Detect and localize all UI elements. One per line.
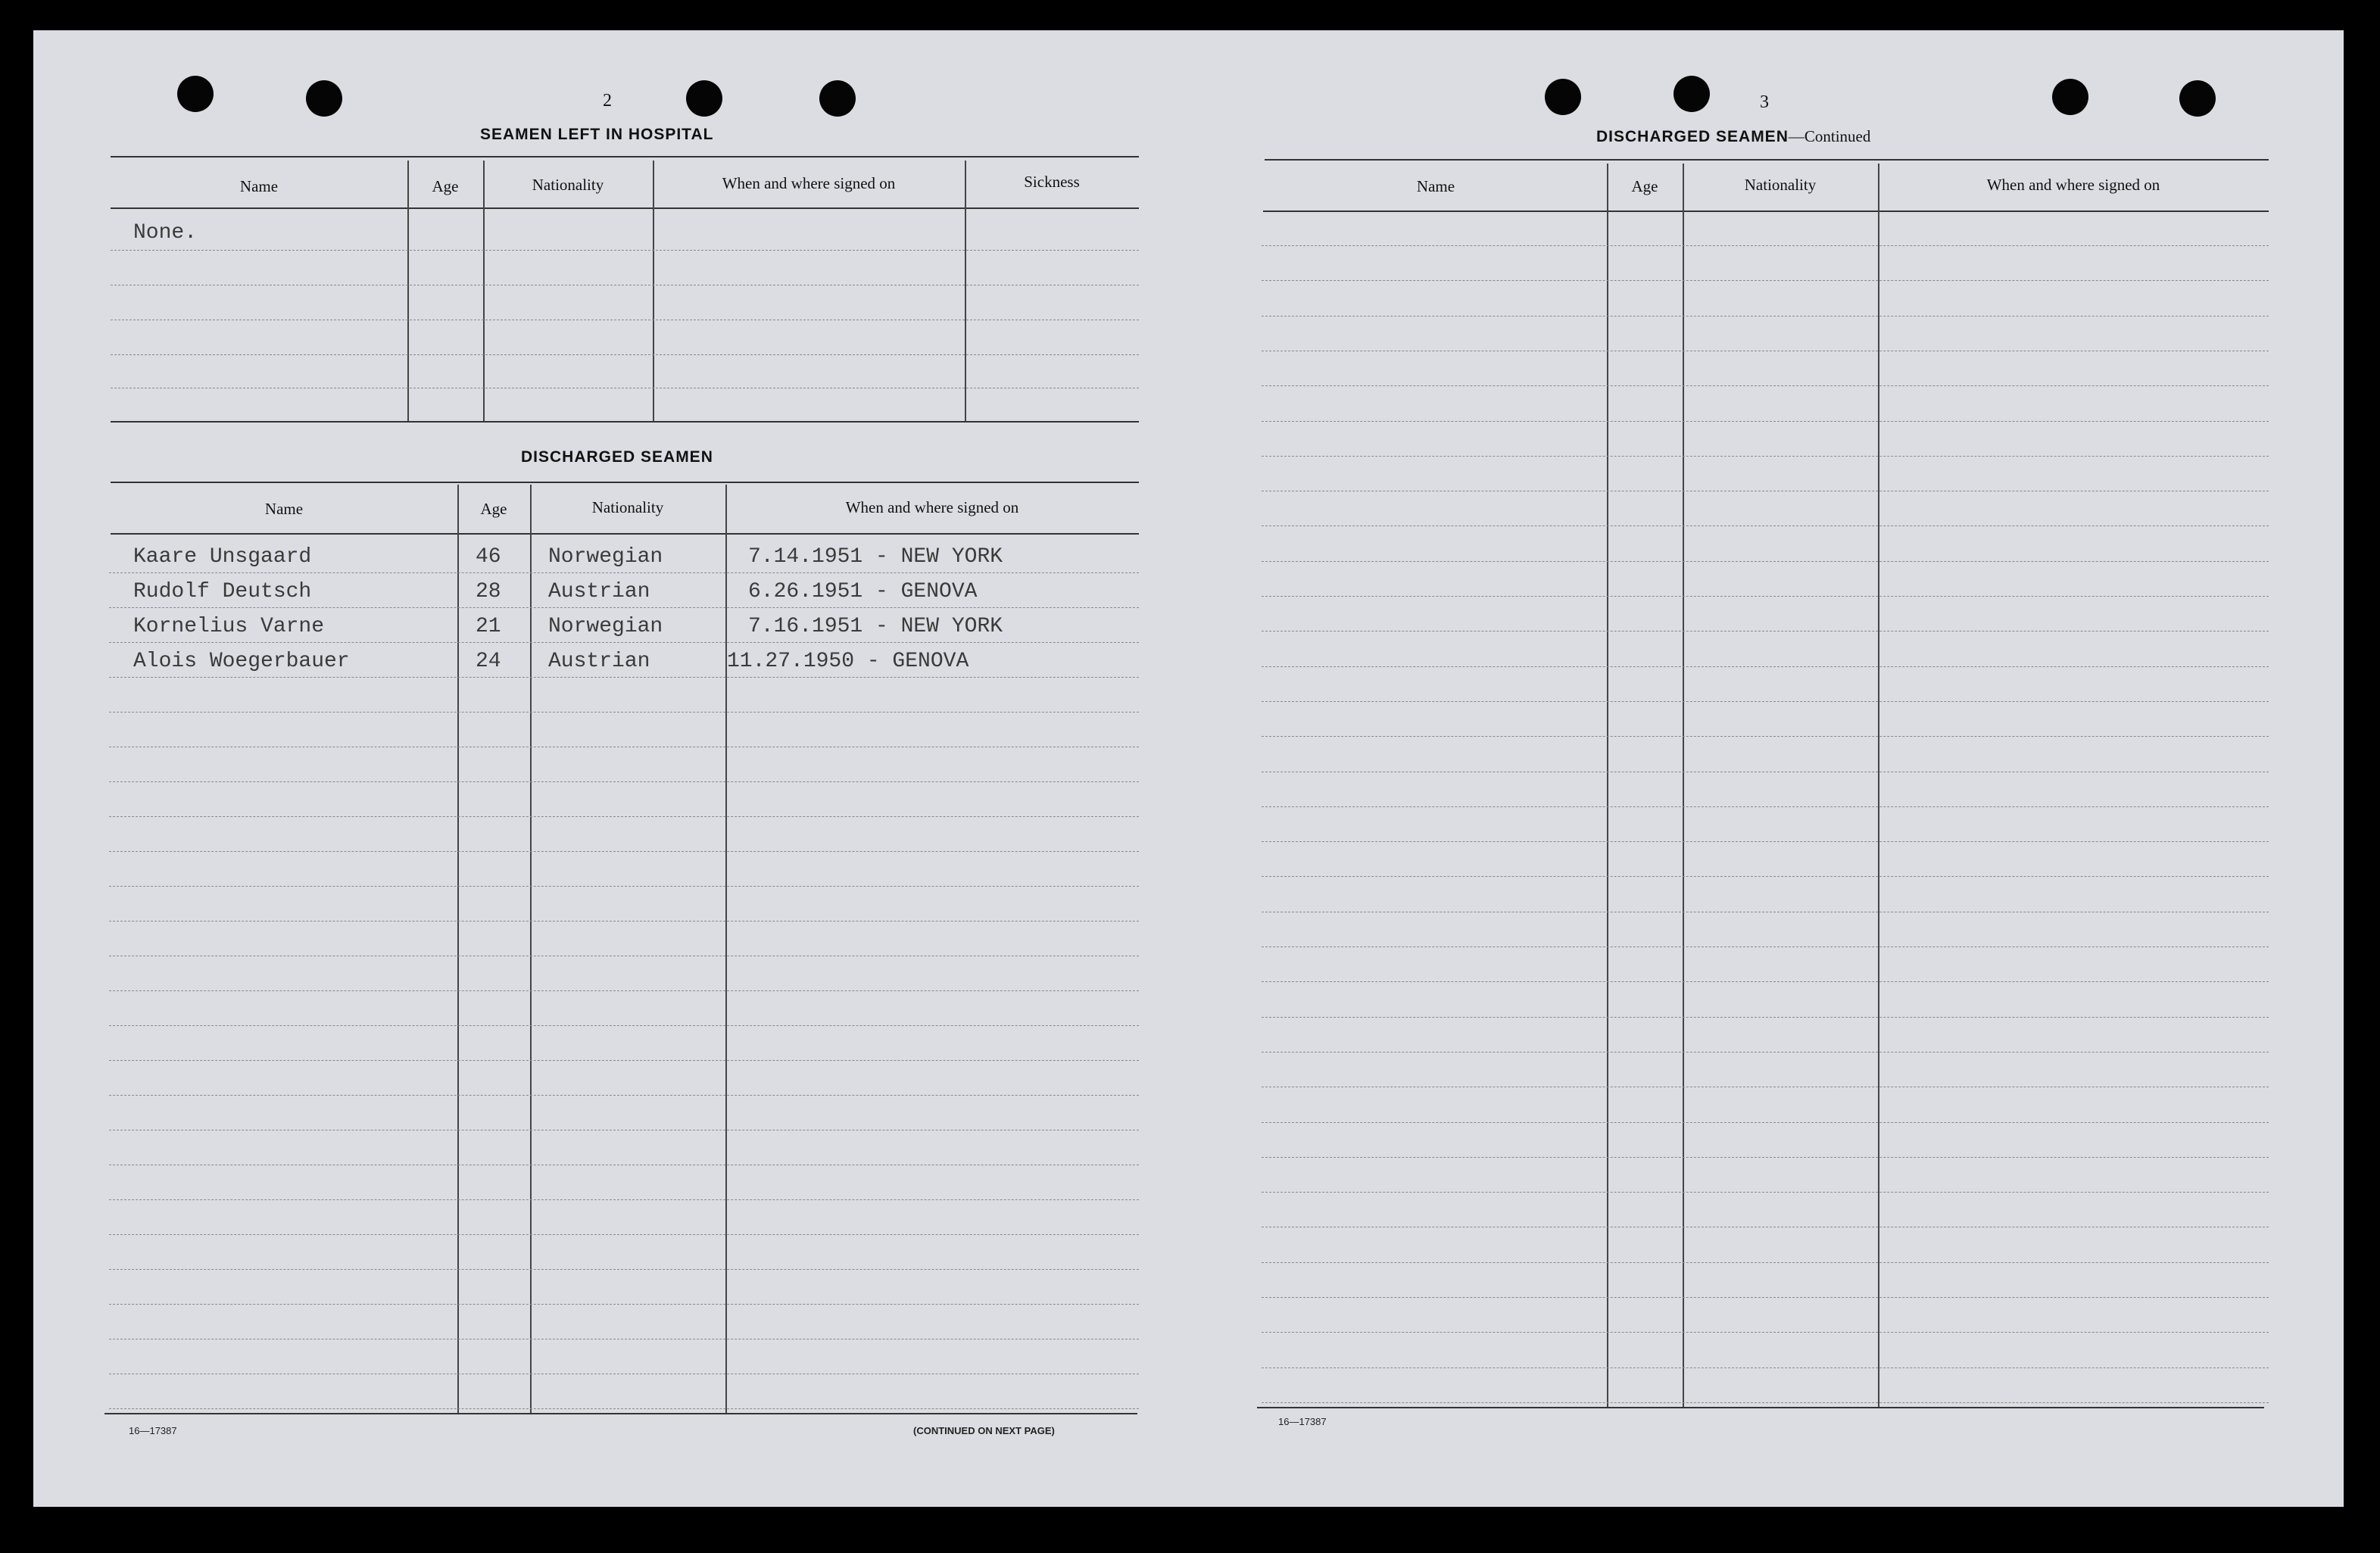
ruled-line bbox=[109, 1269, 1139, 1270]
right-table-bottom-rule bbox=[1257, 1407, 2264, 1408]
ruled-line bbox=[1262, 841, 2269, 842]
discharged-header-nationality: Nationality bbox=[591, 498, 664, 516]
page-number-left: 2 bbox=[603, 91, 612, 111]
ruled-line bbox=[1262, 806, 2269, 807]
ruled-line bbox=[109, 1095, 1139, 1096]
seaman-nationality: Norwegian bbox=[548, 545, 663, 569]
ruled-line bbox=[109, 990, 1139, 991]
punch-hole bbox=[1545, 79, 1581, 115]
seaman-name: Alois Woegerbauer bbox=[133, 650, 350, 673]
right-header-name: Name bbox=[1416, 177, 1455, 195]
ruled-line bbox=[109, 816, 1139, 817]
ruled-line bbox=[109, 1199, 1139, 1200]
right-table-header-rule bbox=[1263, 210, 2269, 212]
hospital-entry: None. bbox=[133, 221, 198, 245]
form-number-right: 16—17387 bbox=[1278, 1416, 1327, 1427]
ruled-line bbox=[1262, 1192, 2269, 1193]
discharged-table-bottom-rule bbox=[104, 1413, 1137, 1414]
hospital-table-top-rule bbox=[111, 156, 1139, 157]
ruled-line bbox=[1262, 1402, 2269, 1403]
seaman-name: Kaare Unsgaard bbox=[133, 545, 312, 569]
seaman-nationality: Austrian bbox=[548, 580, 650, 603]
hospital-table-header-rule bbox=[111, 207, 1139, 209]
discharged-header-age: Age bbox=[480, 500, 507, 518]
document-sheet bbox=[33, 30, 2344, 1507]
right-table-top-rule bbox=[1265, 159, 2269, 161]
punch-hole bbox=[2052, 79, 2088, 115]
ruled-line bbox=[1262, 1017, 2269, 1018]
punch-hole bbox=[306, 80, 342, 117]
punch-hole bbox=[177, 76, 214, 112]
seaman-signed-on: 11.27.1950 - GENOVA bbox=[727, 650, 969, 673]
seaman-age: 28 bbox=[476, 580, 501, 603]
form-number-left: 16—17387 bbox=[129, 1425, 177, 1436]
discharged-col-divider bbox=[457, 485, 459, 1413]
ruled-line bbox=[1262, 561, 2269, 562]
hospital-col-divider bbox=[483, 161, 485, 421]
table-row bbox=[133, 545, 311, 569]
seaman-nationality: Norwegian bbox=[548, 615, 663, 638]
ruled-line bbox=[109, 1060, 1139, 1061]
ruled-line bbox=[109, 607, 1139, 608]
ruled-line bbox=[1262, 1367, 2269, 1368]
ruled-line bbox=[109, 1025, 1139, 1026]
ruled-line bbox=[1262, 736, 2269, 737]
seaman-name: Rudolf Deutsch bbox=[133, 580, 312, 603]
hospital-header-sickness: Sickness bbox=[1024, 173, 1080, 191]
punch-hole bbox=[686, 80, 722, 117]
table-row bbox=[133, 650, 350, 673]
ruled-line bbox=[1262, 525, 2269, 526]
discharged-header-name: Name bbox=[264, 500, 304, 518]
ruled-line bbox=[1262, 981, 2269, 982]
ruled-line bbox=[1262, 1122, 2269, 1123]
ruled-line bbox=[109, 1304, 1139, 1305]
right-header-nationality: Nationality bbox=[1744, 176, 1817, 194]
continued-title-main: DISCHARGED SEAMEN bbox=[1596, 128, 1789, 145]
hospital-row-line bbox=[111, 354, 1139, 355]
ruled-line bbox=[109, 1234, 1139, 1235]
ruled-line bbox=[1262, 421, 2269, 422]
seaman-age: 46 bbox=[476, 545, 501, 569]
ruled-line bbox=[1262, 456, 2269, 457]
ruled-line bbox=[109, 642, 1139, 643]
seaman-signed-on: 7.14.1951 - NEW YORK bbox=[748, 545, 1003, 569]
hospital-header-age: Age bbox=[432, 177, 459, 195]
ruled-line bbox=[1262, 946, 2269, 947]
seaman-nationality: Austrian bbox=[548, 650, 650, 673]
hospital-col-divider bbox=[653, 161, 654, 421]
hospital-table-bottom-rule bbox=[111, 421, 1139, 423]
ruled-line bbox=[1262, 1262, 2269, 1263]
ruled-line bbox=[1262, 1157, 2269, 1158]
ruled-line bbox=[109, 1408, 1139, 1409]
hospital-section-title: SEAMEN LEFT IN HOSPITAL bbox=[480, 126, 714, 143]
ruled-line bbox=[1262, 876, 2269, 877]
seaman-age: 21 bbox=[476, 615, 501, 638]
ruled-line bbox=[109, 886, 1139, 887]
discharged-header-signed-on: When and where signed on bbox=[845, 498, 1019, 516]
ruled-line bbox=[1262, 596, 2269, 597]
ruled-line bbox=[1262, 245, 2269, 246]
hospital-row-line bbox=[111, 250, 1139, 251]
ruled-line bbox=[109, 921, 1139, 922]
hospital-header-nationality: Nationality bbox=[532, 176, 604, 194]
discharged-col-divider bbox=[725, 485, 727, 1413]
ruled-line bbox=[1262, 701, 2269, 702]
ruled-line bbox=[109, 712, 1139, 713]
ruled-line bbox=[109, 572, 1139, 573]
seaman-age: 24 bbox=[476, 650, 501, 673]
ruled-line bbox=[1262, 385, 2269, 386]
ruled-line bbox=[109, 781, 1139, 782]
right-header-age: Age bbox=[1631, 177, 1658, 195]
punch-hole bbox=[819, 80, 856, 117]
ruled-line bbox=[1262, 1297, 2269, 1298]
hospital-header-name: Name bbox=[239, 177, 279, 195]
punch-hole bbox=[1673, 76, 1710, 112]
discharged-col-divider bbox=[530, 485, 532, 1413]
seaman-name: Kornelius Varne bbox=[133, 615, 325, 638]
table-row bbox=[133, 580, 311, 603]
discharged-table-top-rule bbox=[111, 482, 1139, 483]
hospital-col-divider bbox=[407, 161, 409, 421]
right-header-signed-on: When and where signed on bbox=[1986, 176, 2160, 194]
ruled-line bbox=[1262, 280, 2269, 281]
punch-hole bbox=[2179, 80, 2216, 117]
page-number-right: 3 bbox=[1760, 92, 1769, 112]
seaman-signed-on: 7.16.1951 - NEW YORK bbox=[748, 615, 1003, 638]
hospital-col-divider bbox=[965, 161, 966, 421]
ruled-line bbox=[1262, 316, 2269, 317]
seaman-signed-on: 6.26.1951 - GENOVA bbox=[748, 580, 978, 603]
ruled-line bbox=[109, 851, 1139, 852]
discharged-table-header-rule bbox=[111, 533, 1139, 535]
continued-note: (CONTINUED ON NEXT PAGE) bbox=[913, 1425, 1055, 1436]
ruled-line bbox=[1262, 666, 2269, 667]
continued-section-title bbox=[1596, 127, 1870, 146]
ruled-line bbox=[109, 677, 1139, 678]
continued-title-suffix: —Continued bbox=[1788, 127, 1871, 145]
discharged-section-title: DISCHARGED SEAMEN bbox=[521, 448, 713, 466]
table-row bbox=[133, 615, 324, 638]
ruled-line bbox=[1262, 1332, 2269, 1333]
hospital-header-signed-on: When and where signed on bbox=[722, 174, 896, 192]
